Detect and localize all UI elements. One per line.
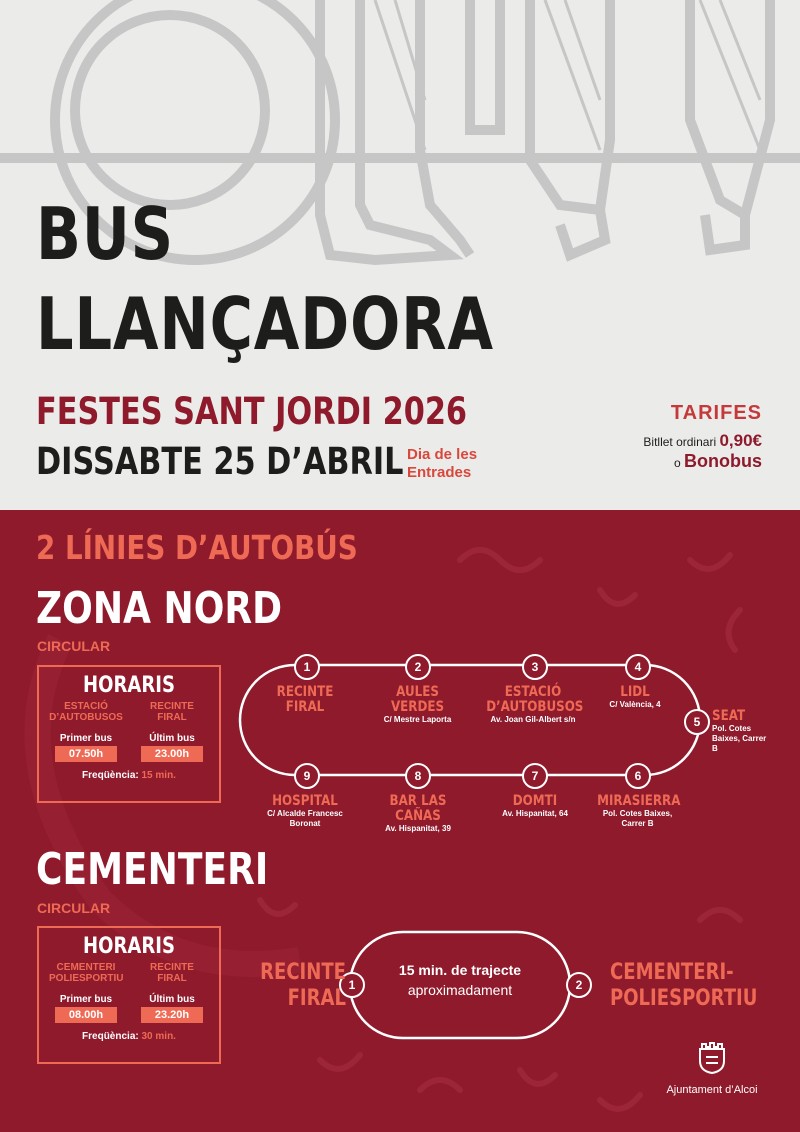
stop-number-6: 6 [625, 763, 651, 789]
stop-address: C/ Alcalde Francesc Boronat [267, 809, 343, 828]
stop-number-2: 2 [405, 654, 431, 680]
fare-or-label: o [673, 456, 681, 470]
stop-name: MIRASIERRA [597, 793, 681, 809]
fares-title: TARIFES [670, 402, 762, 424]
stop-name: AULES VERDES [390, 684, 445, 715]
cementeri-subtitle: CIRCULAR [37, 900, 111, 916]
first-bus-time: 07.50h [55, 746, 117, 762]
stop-address: Av. Hispanitat, 39 [385, 824, 451, 833]
first-bus-label: Primer bus [59, 733, 113, 744]
stop-address: C/ Mestre Laporta [383, 715, 452, 724]
stop-number-1: 1 [294, 654, 320, 680]
trip-duration-note: aproximadament [407, 982, 513, 998]
title-llancadora: LLANÇADORA [36, 282, 494, 366]
lines-section-title: 2 LÍNIES D’AUTOBÚS [36, 528, 358, 567]
stop-number-2: 2 [566, 972, 592, 998]
stop-name: HOSPITAL [272, 793, 338, 809]
fare-bonobus: Bonobus [684, 451, 762, 471]
last-bus-time: 23.20h [141, 1007, 203, 1023]
cementeri-title: CEMENTERI [36, 844, 269, 895]
ajuntament-name: Ajuntament d’Alcoi [666, 1084, 758, 1096]
frequency-value: 30 min. [141, 1031, 176, 1042]
trip-duration-value: 15 min. de trajecte [398, 962, 522, 978]
stop-number-9: 9 [294, 763, 320, 789]
stop-name: LIDL [620, 684, 650, 700]
event-day-label: Dia de les Entrades [407, 446, 478, 481]
schedule-destination-label: RECINTE FIRAL [150, 962, 194, 984]
stop-address: Av. Hispanitat, 64 [502, 809, 568, 818]
stop-number-3: 3 [522, 654, 548, 680]
schedule-title: HORARIS [83, 934, 175, 959]
cementeri-stop-poliesportiu: CEMENTERI- POLIESPORTIU [610, 960, 758, 1011]
festival-name: FESTES SANT JORDI 2026 [36, 390, 468, 433]
ajuntament-logo [652, 1035, 772, 1096]
schedule-title: HORARIS [83, 673, 175, 698]
stop-address: C/ València, 4 [609, 700, 661, 709]
frequency-value: 15 min. [141, 770, 176, 781]
frequency-label: Freqüència: [82, 770, 139, 781]
stop-address: Pol. Cotes Baixes, Carrer B [712, 724, 767, 753]
stop-name: BAR LAS CAÑAS [389, 793, 447, 824]
cementeri-stop-recinte-firal: RECINTE FIRAL [260, 960, 346, 1011]
coat-of-arms-icon [692, 1035, 732, 1075]
last-bus-label: Últim bus [149, 994, 195, 1005]
fare-ticket-price: 0,90€ [719, 431, 762, 450]
stop-number-7: 7 [522, 763, 548, 789]
stop-name: SEAT [712, 708, 746, 724]
stop-name: RECINTE FIRAL [276, 684, 334, 715]
zona-nord-subtitle: CIRCULAR [37, 638, 111, 654]
fare-ticket-label: Bitllet ordinari [643, 435, 717, 449]
stop-number-8: 8 [405, 763, 431, 789]
stop-address: Pol. Cotes Baixes, Carrer B [602, 809, 673, 828]
schedule-destination-label: RECINTE FIRAL [150, 701, 194, 723]
trip-duration [380, 962, 540, 998]
stop-address: Av. Joan Gil-Albert s/n [490, 715, 576, 724]
last-bus-label: Últim bus [149, 733, 195, 744]
schedule-origin-label: ESTACIÓ D’AUTOBUSOS [49, 701, 123, 723]
zona-nord-title: ZONA NORD [36, 583, 283, 634]
stop-name: DOMTI [512, 793, 558, 809]
stop-name: ESTACIÓ D’AUTOBUSOS [486, 684, 584, 715]
event-date: DISSABTE 25 D’ABRIL [36, 440, 404, 483]
first-bus-label: Primer bus [59, 994, 113, 1005]
title-bus: BUS [36, 192, 174, 276]
first-bus-time: 08.00h [55, 1007, 117, 1023]
last-bus-time: 23.00h [141, 746, 203, 762]
frequency-label: Freqüència: [82, 1031, 139, 1042]
stop-number-5: 5 [684, 709, 710, 735]
schedule-origin-label: CEMENTERI POLIESPORTIU [49, 962, 124, 984]
stop-number-1: 1 [339, 972, 365, 998]
stop-number-4: 4 [625, 654, 651, 680]
